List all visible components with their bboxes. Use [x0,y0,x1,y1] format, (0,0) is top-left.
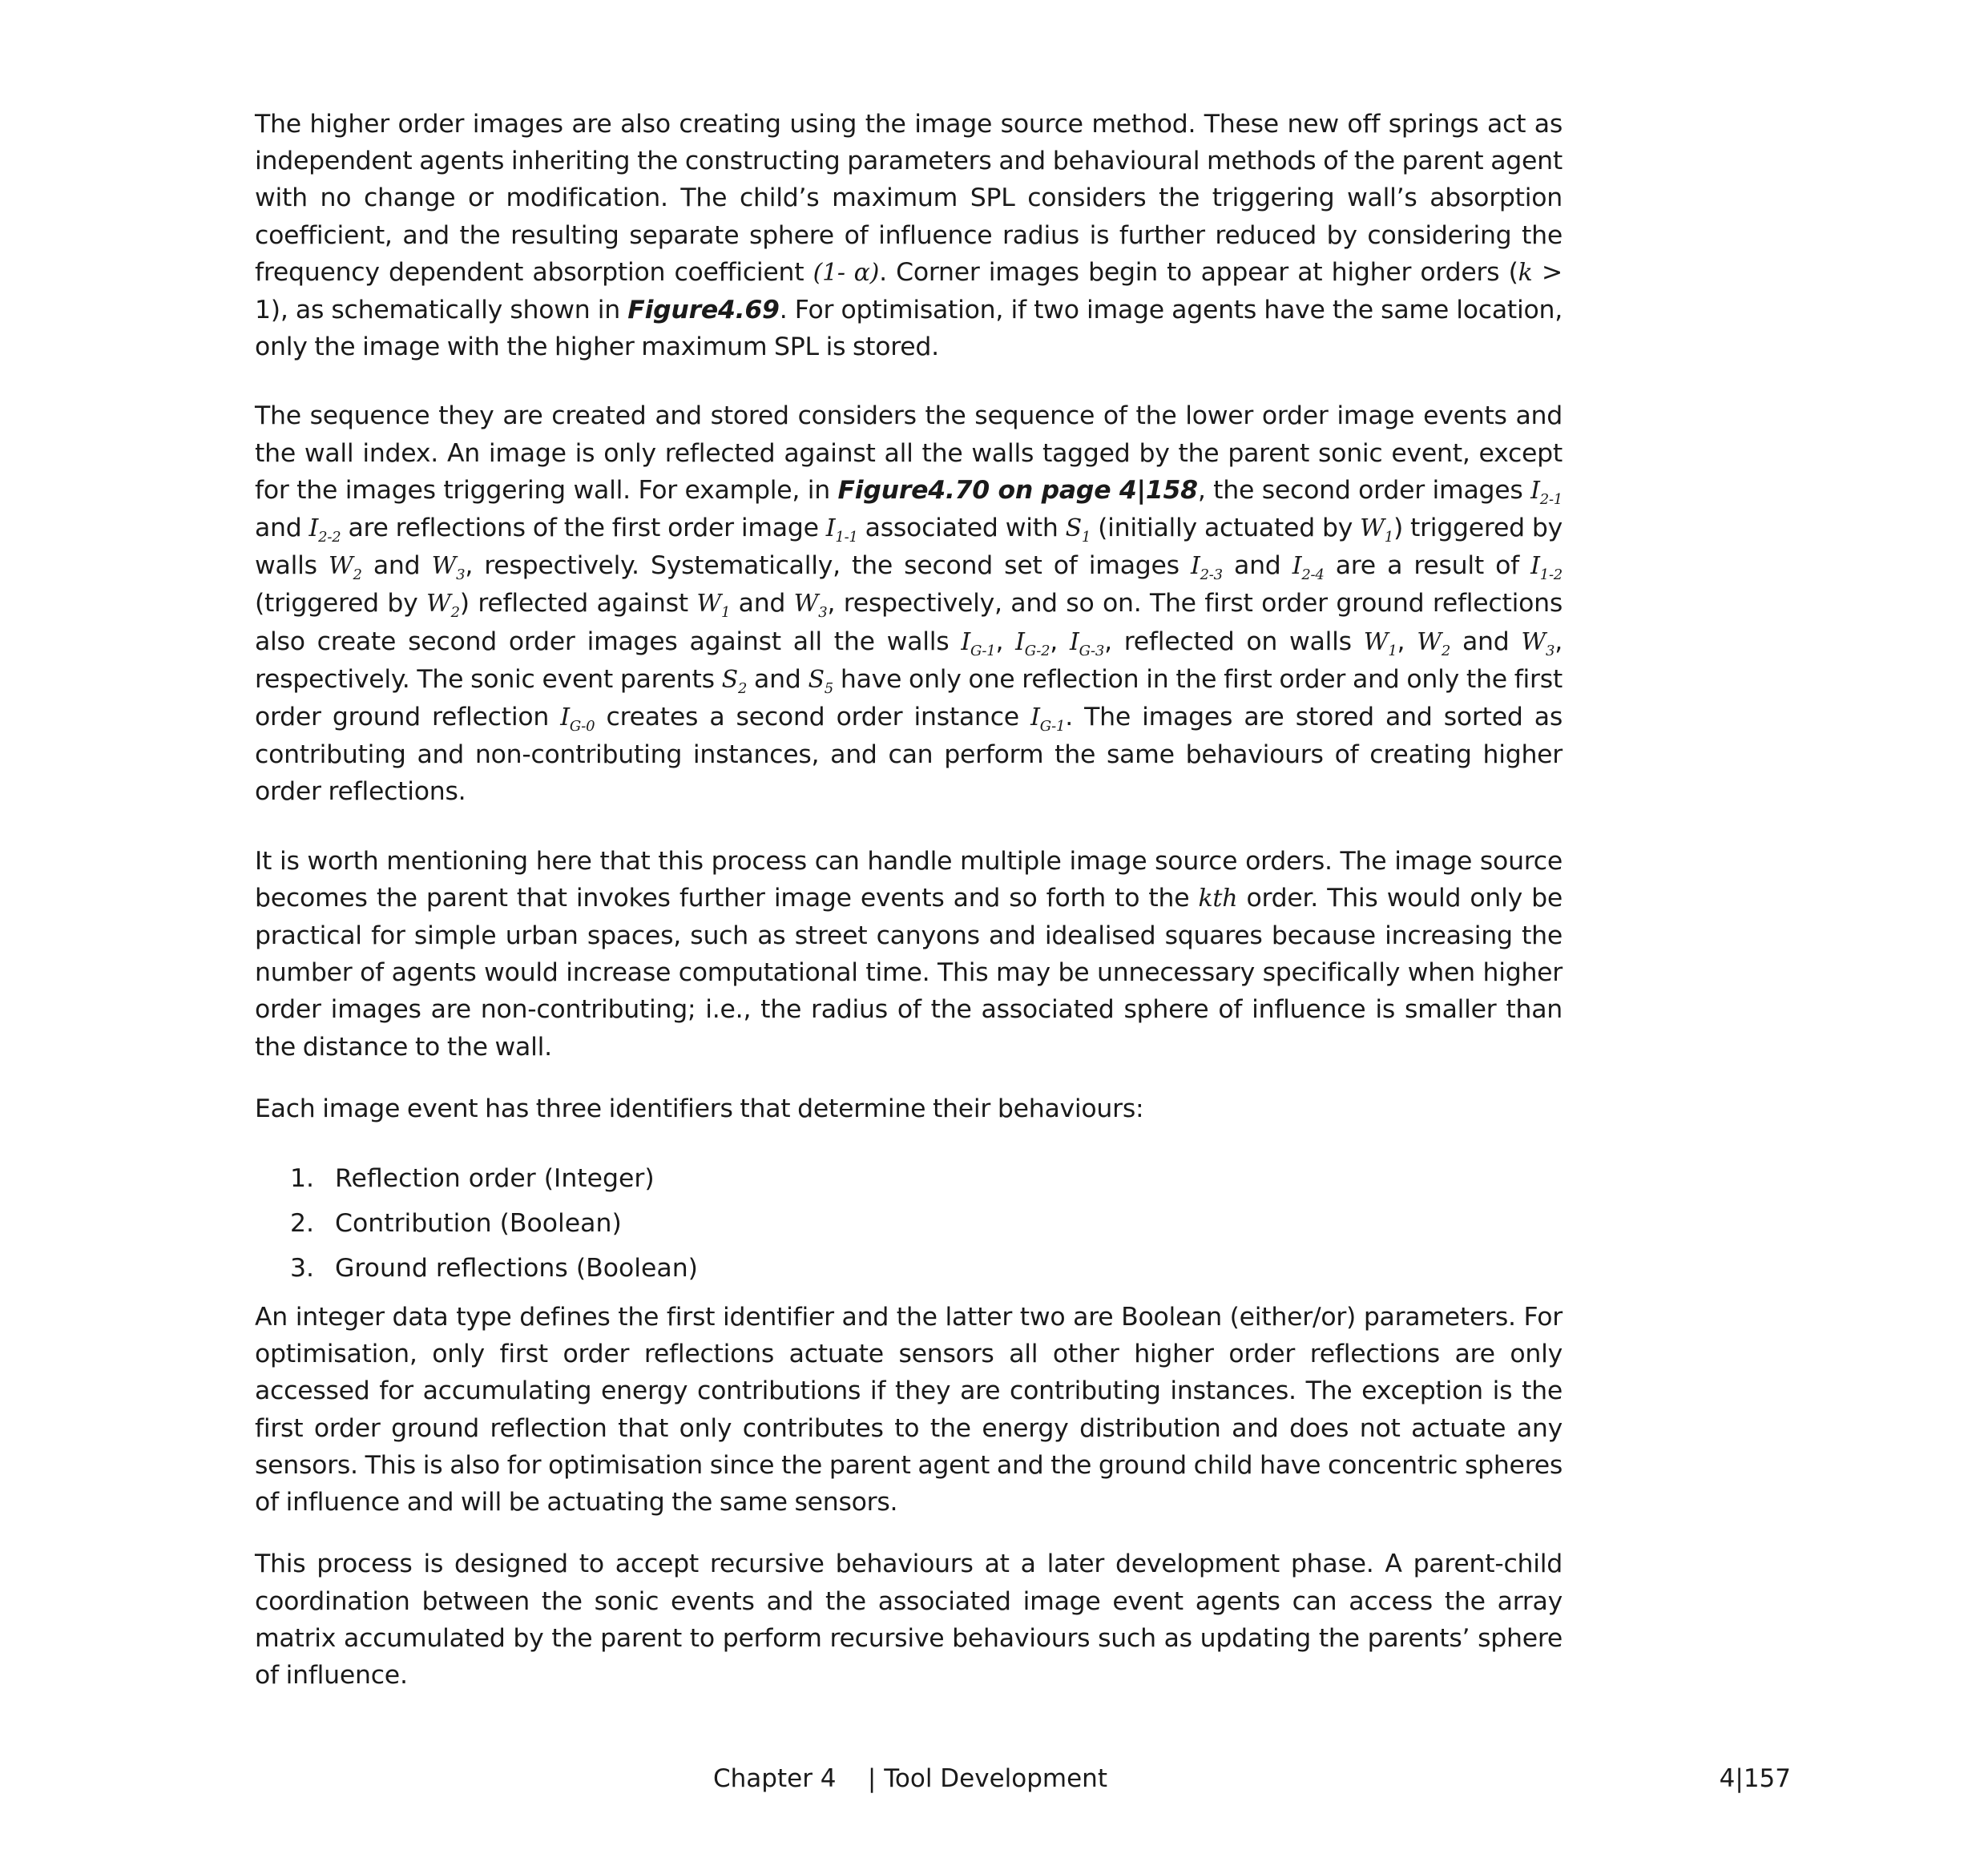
paragraph-multiple-orders: It is worth mentioning here that this process can handle multiple image source orders. The image source becomes the parent that invokes further image events and so forth to the kth order. This would only be practical for simple urban spaces, such as street canyons and idealised squares because increasing the number of agents would increase computational time. This may be unnecessary specifically when higher order images are non-contributing; i.e., the radius of the associated sphere of influence is smaller than the distance to the wall. [255,846,1563,1062]
paragraph-image-sequence: The sequence they are created and stored considers the sequence of the lower order image events and the wall index. An image is only reflected against all the walls tagged by the parent sonic event, except for the images triggering wall. For example, in Figure4.70 on page 4|158, the second order images $I_{2-1}$ and $I_{2-2}$ are reflections of the first order image $I_{1-1}$ associated with $S_1$ (initially actuated by $W_1$) triggered by walls $W_2$ and $W_3$, respectively. Systematically, the second set of images $I_{2-3}$ and $I_{2-4}$ are a result of $I_{1-2}$ (triggered by $W_2$) reflected against $W_1$ and $W_3$, respectively, and so on. The first order ground reflections also create second order images against all the walls $I_{G-1}$, $I_{G-2}$, $I_{G-3}$, reflected on walls $W_1$, $W_2$ and $W_3$, respectively. The sonic event parents $S_2$ and $S_5$ have only one reflection in the first order and only the first order ground reflection $I_{G-0}$ creates a second order instance $I_{G-1}$. The images are stored and sorted as contributing and non-contributing instances, and can perform the same behaviours of creating higher order reflections. [255,401,1563,807]
body-text [255,106,1563,1694]
identifier-list [255,1156,1563,1291]
footer-page-number: 4|157 [1719,1764,1791,1793]
footer-chapter-title: Chapter 4 | Tool Development [713,1764,1107,1793]
paragraph-recursive-behaviours: This process is designed to accept recursive behaviours at a later development phase. A parent-child coordination between the sonic events and the associated image event agents can access the array matrix accumulated by the parent to perform recursive behaviours such as updating the parents’ sphere of influence. [255,1550,1563,1690]
figure-reference-link[interactable]: Figure4.70 on page 4|158 [837,475,1198,505]
paragraph-image-source-method: The higher order images are also creating using the image source method. These new off springs act as independent agents inheriting the constructing parameters and behavioural methods of the parent agent with no change or modification. The child’s maximum SPL considers the triggering wall’s absorption coefficient, and the resulting separate sphere of influence radius is further reduced by considering the frequency dependent absorption coefficient (1- α). Corner images begin to appear at higher orders (k > 1), as schematically shown in Figure4.69. For optimisation, if two image agents have the same location, only the image with the higher maximum SPL is stored. [255,110,1563,362]
figure-reference-link[interactable]: Figure4.69 [627,296,780,325]
paragraph-data-types: An integer data type defines the first identifier and the latter two are Boolean (either/or) parameters. For optimisation, only first order reflections actuate sensors all other higher order reflections are only accessed for accumulating energy contributions if they are contributing instances. The exception is the first order ground reflection that only contributes to the energy distribution and does not actuate any sensors. This is also for optimisation since the parent agent and the ground child have concentric spheres of influence and will be actuating the same sensors. [255,1303,1563,1517]
list-item: 2. Contribution (Boolean) [290,1209,622,1239]
paragraph-identifiers-intro: Each image event has three identifiers that determine their behaviours: [255,1094,1144,1123]
list-item: 3. Ground reflections (Boolean) [290,1254,698,1284]
list-item: 1. Reflection order (Integer) [290,1164,655,1194]
